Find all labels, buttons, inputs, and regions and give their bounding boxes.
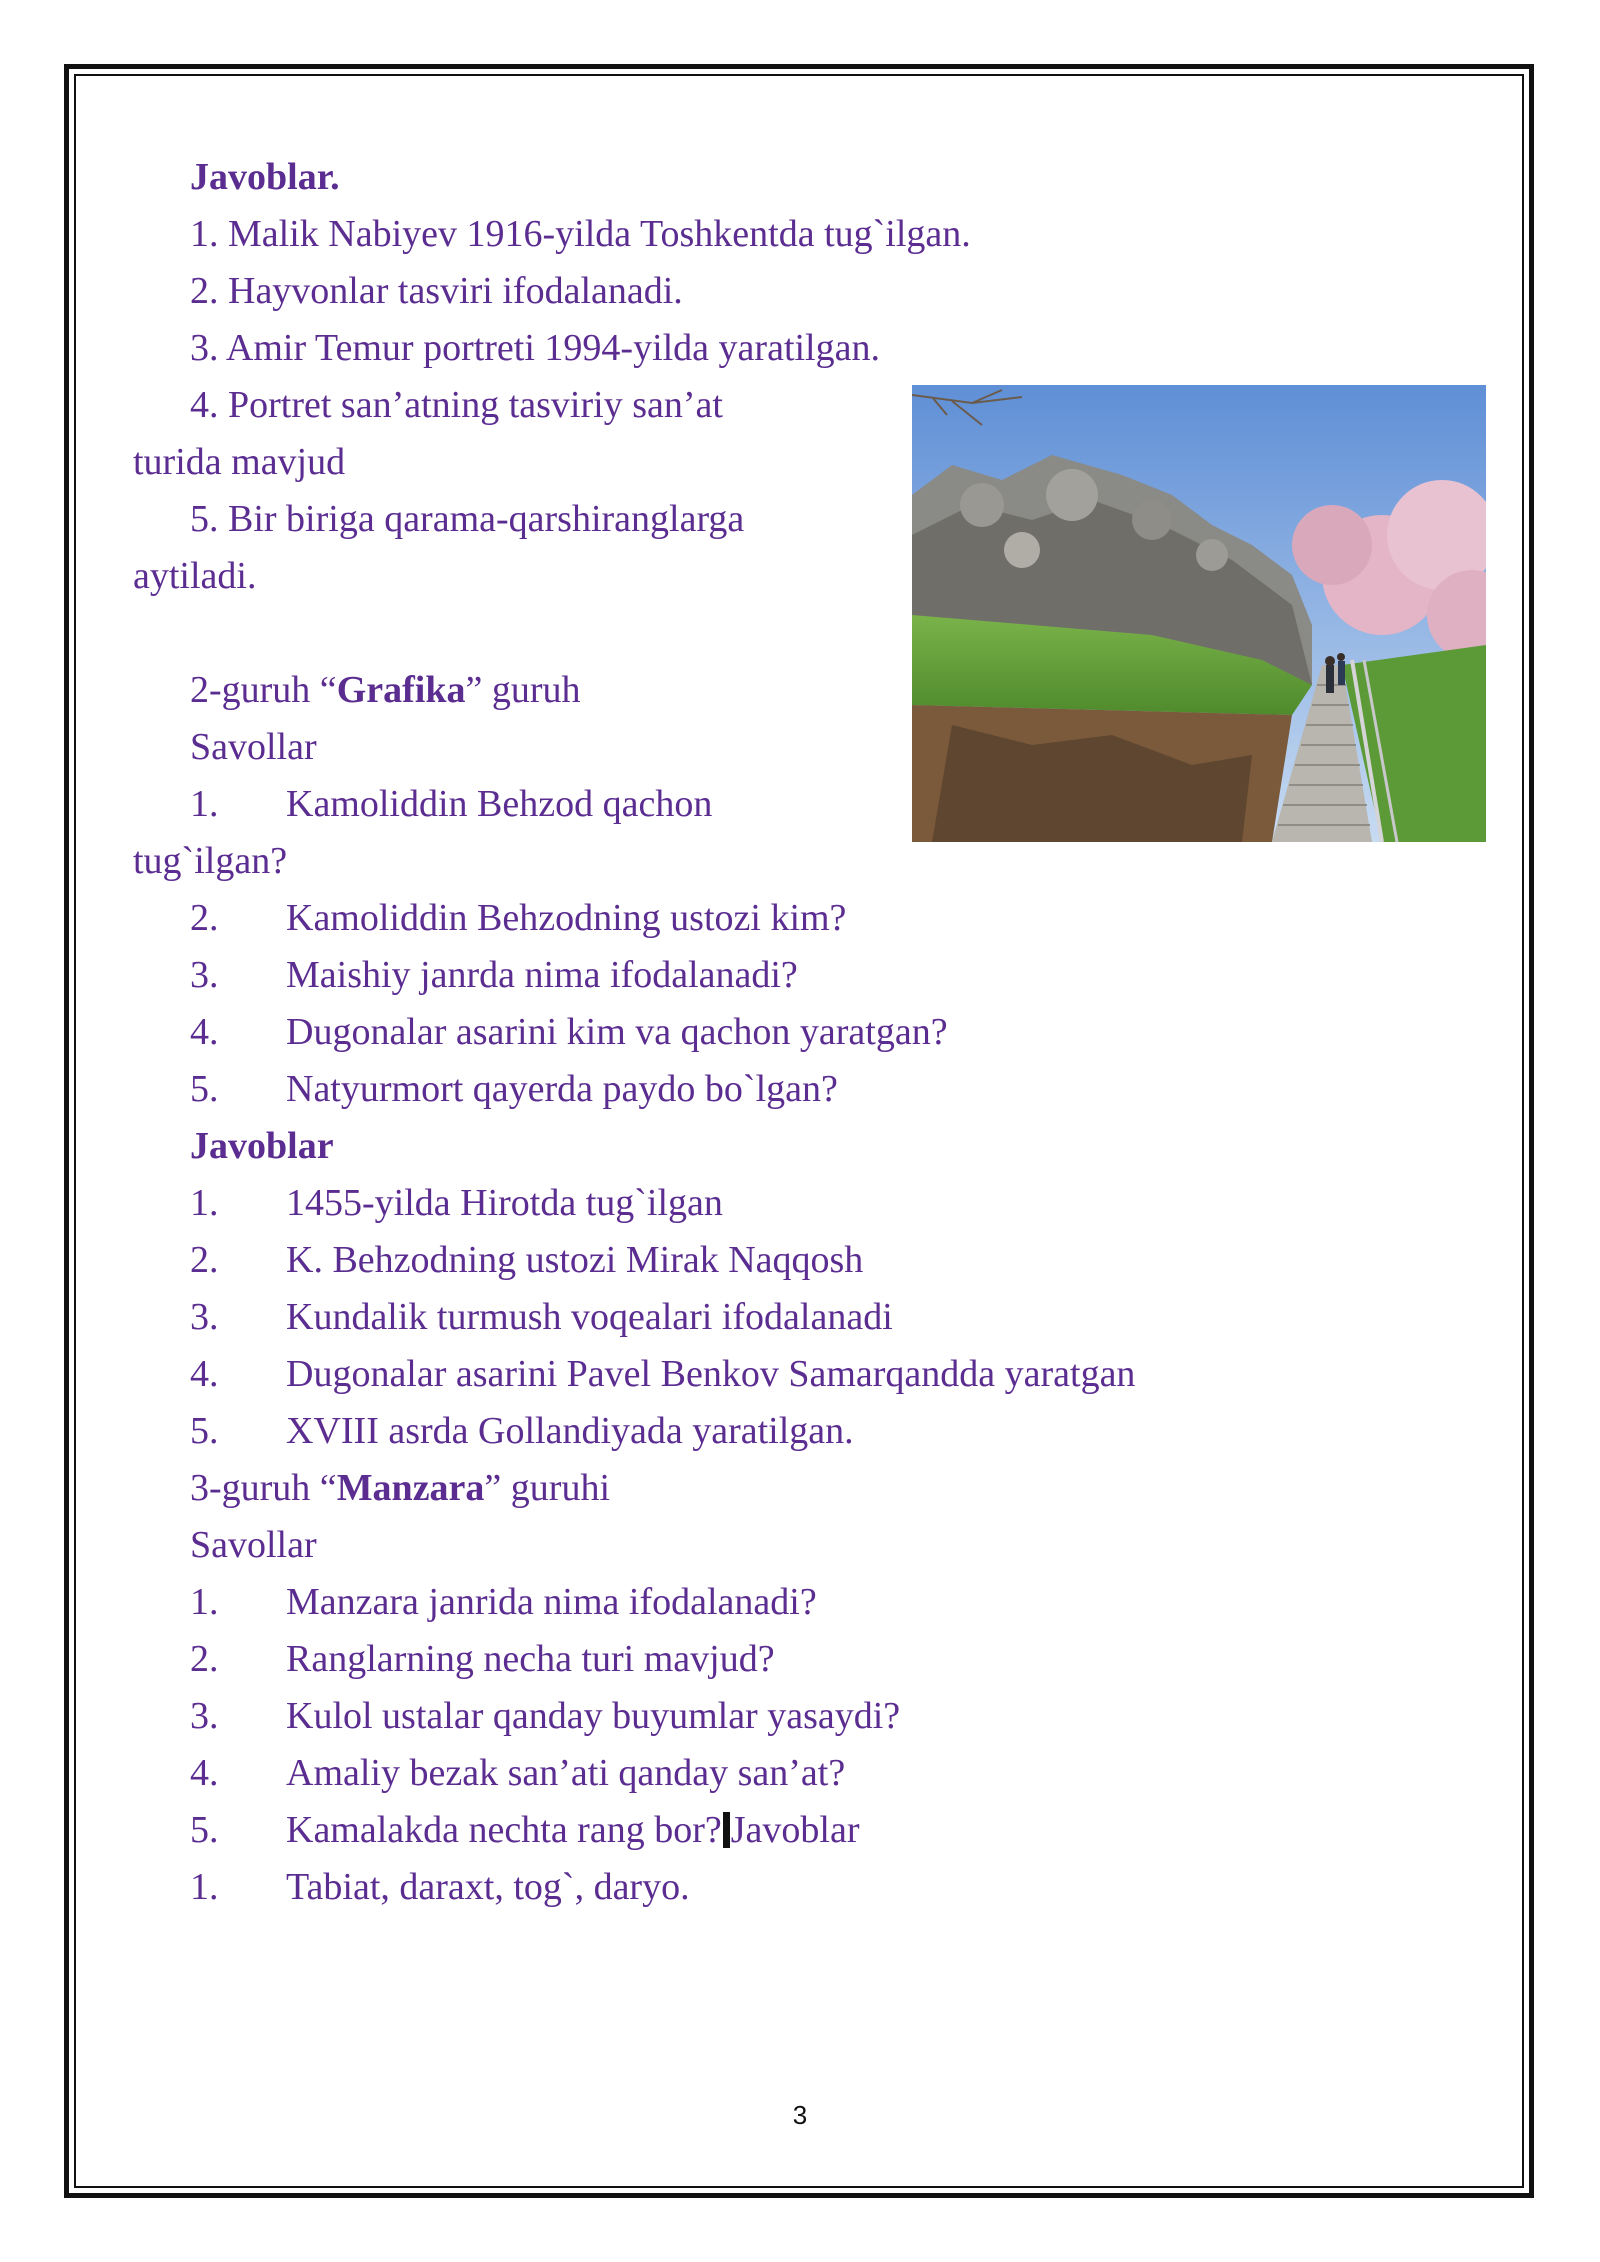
item-text: Portret san’atning tasviriy san’at <box>228 384 723 426</box>
answer-item <box>190 382 723 428</box>
item-number: 3. <box>190 1695 219 1737</box>
item-text: Bir biriga qarama-qarshiranglarga <box>228 498 745 540</box>
group-name: Grafika <box>336 669 466 711</box>
answer-item <box>190 325 880 371</box>
item-text: Natyurmort qayerda paydo bo`lgan? <box>286 1068 838 1110</box>
item-number: 2. <box>190 270 219 312</box>
answer-item <box>190 496 744 542</box>
item-number: 1. <box>190 1581 219 1623</box>
item-text: Kamoliddin Behzod qachon <box>286 783 713 825</box>
landscape-photo <box>912 385 1486 842</box>
group-heading-prefix: 2-guruh “ <box>190 669 337 711</box>
group-heading-suffix: ” guruh <box>465 669 581 711</box>
item-text: Tabiat, daraxt, tog`, daryo. <box>286 1866 690 1908</box>
item-number: 1. <box>190 1866 219 1908</box>
group-3-heading <box>190 1465 610 1511</box>
item-text: Kundalik turmush voqealari ifodalanadi <box>286 1296 893 1338</box>
item-text: Amir Temur portreti 1994-yilda yaratilgan. <box>225 327 880 369</box>
item-text: Ranglarning necha turi mavjud? <box>286 1638 775 1680</box>
item-number: 1. <box>190 213 219 255</box>
item-text: Amaliy bezak san’ati qanday san’at? <box>286 1752 846 1794</box>
item-number: 1. <box>190 783 219 825</box>
group-heading-prefix: 3-guruh “ <box>190 1467 337 1509</box>
item-text: Malik Nabiyev 1916-yilda Toshkentda tug`ilgan. <box>228 213 971 255</box>
questions-label: Savollar <box>190 726 317 768</box>
item-number: 4. <box>190 1353 219 1395</box>
item-number: 3. <box>190 327 219 369</box>
item-number: 5. <box>190 1809 219 1851</box>
group-heading-suffix: ” guruhi <box>484 1467 610 1509</box>
item-number: 4. <box>190 1752 219 1794</box>
item-number: 3. <box>190 1296 219 1338</box>
item-number: 1. <box>190 1182 219 1224</box>
questions-label: Savollar <box>190 1524 317 1566</box>
item-text: Kamoliddin Behzodning ustozi kim? <box>286 897 847 939</box>
item-text: Kulol ustalar qanday buyumlar yasaydi? <box>286 1695 901 1737</box>
item-text: Dugonalar asarini Pavel Benkov Samarqandda yaratgan <box>286 1353 1136 1395</box>
item-number: 2. <box>190 1239 219 1281</box>
item-number: 4. <box>190 1011 219 1053</box>
item-text <box>286 1807 859 1853</box>
item-number: 2. <box>190 1638 219 1680</box>
text-cursor[interactable] <box>723 1812 730 1848</box>
item-number: 3. <box>190 954 219 996</box>
answer-item <box>190 211 971 257</box>
item-text: XVIII asrda Gollandiyada yaratilgan. <box>286 1410 854 1452</box>
item-number: 5. <box>190 1410 219 1452</box>
question-text: Kamalakda nechta rang bor? <box>286 1809 722 1851</box>
item-number: 5. <box>190 1068 219 1110</box>
item-text: Dugonalar asarini kim va qachon yaratgan? <box>286 1011 948 1053</box>
answers-heading: Javoblar. <box>190 156 340 198</box>
group-name: Manzara <box>336 1467 485 1509</box>
group-2-heading <box>190 667 581 713</box>
item-text: Manzara janrida nima ifodalanadi? <box>286 1581 817 1623</box>
item-text: 1455-yilda Hirotda tug`ilgan <box>286 1182 723 1224</box>
answers-heading: Javoblar <box>190 1125 334 1167</box>
item-number: 2. <box>190 897 219 939</box>
item-number: 5. <box>190 498 219 540</box>
question-item-continuation: tug`ilgan? <box>133 840 288 882</box>
answer-item-continuation: aytiladi. <box>133 555 257 597</box>
item-text: Maishiy janrda nima ifodalanadi? <box>286 954 798 996</box>
item-text: Hayvonlar tasviri ifodalanadi. <box>228 270 683 312</box>
answers-inline-label: Javoblar <box>730 1809 860 1851</box>
page-number: 3 <box>792 2100 808 2130</box>
item-text: K. Behzodning ustozi Mirak Naqqosh <box>286 1239 864 1281</box>
item-number: 4. <box>190 384 219 426</box>
answer-item <box>190 268 683 314</box>
answer-item-continuation: turida mavjud <box>133 441 346 483</box>
